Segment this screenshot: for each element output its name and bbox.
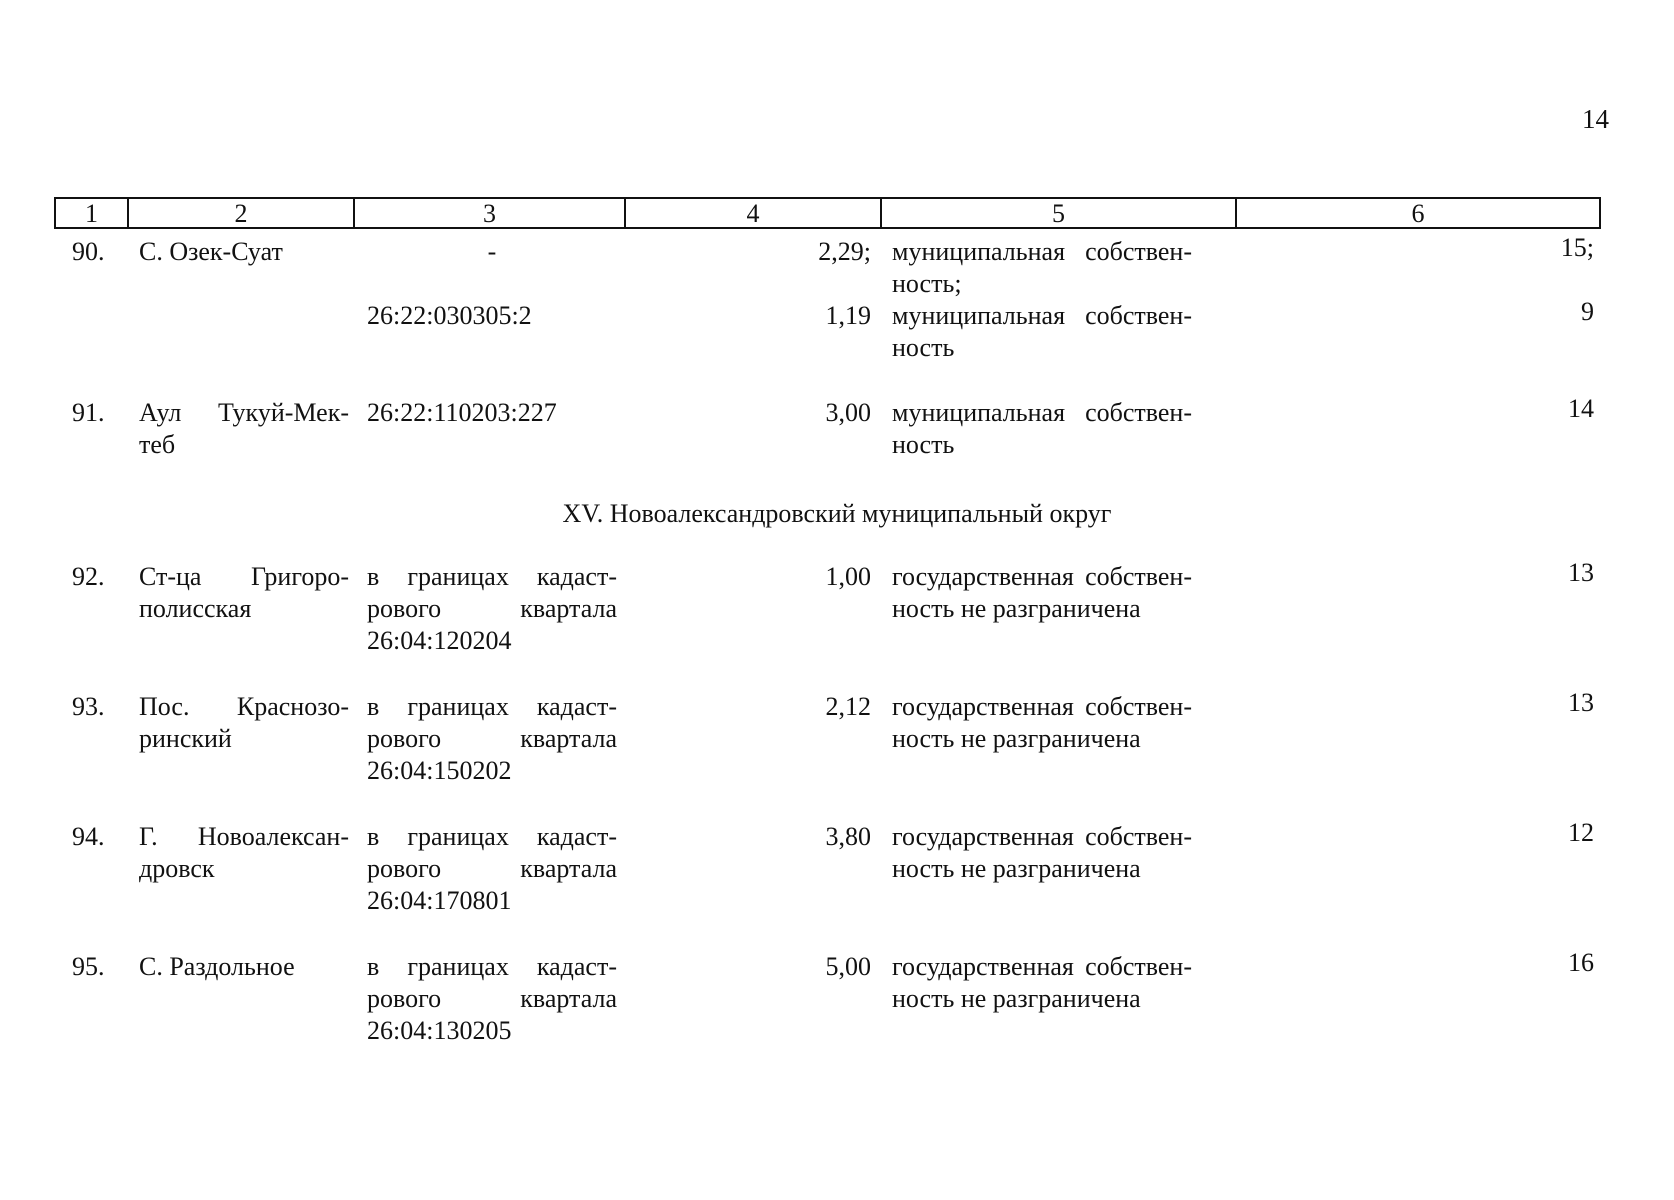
cadastral-number: в границах кадаст- рового квартала 26:04:150202 bbox=[367, 692, 617, 785]
column-header-3: 3 bbox=[355, 199, 626, 227]
ownership-type: муниципальная собствен- ность bbox=[892, 398, 1192, 459]
row-number: 95. bbox=[72, 952, 105, 981]
area-value: 1,19 bbox=[825, 301, 871, 330]
ownership-type: государственная собствен- ность не разграничена bbox=[892, 822, 1192, 883]
area-value: 1,00 bbox=[825, 562, 871, 591]
column-header-5: 5 bbox=[882, 199, 1237, 227]
column-6-value: 16 bbox=[1568, 948, 1594, 977]
section-title: XV. Новоалександровский муниципальный округ bbox=[562, 499, 1112, 528]
ownership-type: муниципальная собствен- ность; bbox=[892, 237, 1192, 298]
settlement-name: Ст-ца Григоро- полисская bbox=[139, 562, 349, 623]
area-value: 3,00 bbox=[825, 398, 871, 427]
cadastral-number: - bbox=[487, 237, 497, 266]
column-header-row bbox=[54, 197, 1601, 229]
cadastral-number: в границах кадаст- рового квартала 26:04:130205 bbox=[367, 952, 617, 1045]
column-6-value: 15; bbox=[1560, 233, 1594, 262]
area-value: 2,29; bbox=[818, 237, 871, 266]
row-number: 91. bbox=[72, 398, 105, 427]
cadastral-number: 26:22:030305:2 bbox=[367, 301, 532, 330]
cadastral-number: 26:22:110203:227 bbox=[367, 398, 557, 427]
area-value: 2,12 bbox=[825, 692, 871, 721]
settlement-name: С. Озек-Суат bbox=[139, 237, 283, 266]
cadastral-number: в границах кадаст- рового квартала 26:04:120204 bbox=[367, 562, 617, 655]
ownership-type: государственная собствен- ность не разграничена bbox=[892, 692, 1192, 753]
column-header-2: 2 bbox=[129, 199, 355, 227]
settlement-name: Аул Тукуй-Мек- теб bbox=[139, 398, 349, 459]
column-6-value: 12 bbox=[1568, 818, 1594, 847]
column-header-1: 1 bbox=[56, 199, 129, 227]
column-6-value: 9 bbox=[1581, 297, 1594, 326]
column-header-4: 4 bbox=[626, 199, 882, 227]
column-6-value: 13 bbox=[1568, 558, 1594, 587]
page-number: 14 bbox=[1582, 104, 1609, 134]
column-header-6: 6 bbox=[1411, 199, 1425, 228]
column-6-value: 13 bbox=[1568, 688, 1594, 717]
settlement-name: С. Раздольное bbox=[139, 952, 295, 981]
settlement-name: Г. Новоалексан- дровск bbox=[139, 822, 349, 883]
ownership-type: государственная собствен- ность не разграничена bbox=[892, 952, 1192, 1013]
ownership-type: государственная собствен- ность не разграничена bbox=[892, 562, 1192, 623]
area-value: 5,00 bbox=[825, 952, 871, 981]
column-6-value: 14 bbox=[1568, 394, 1594, 423]
row-number: 93. bbox=[72, 692, 105, 721]
row-number: 94. bbox=[72, 822, 105, 851]
row-number: 92. bbox=[72, 562, 105, 591]
row-number: 90. bbox=[72, 237, 105, 266]
ownership-type: муниципальная собствен- ность bbox=[892, 301, 1192, 362]
settlement-name: Пос. Краснозо- ринский bbox=[139, 692, 349, 753]
area-value: 3,80 bbox=[825, 822, 871, 851]
cadastral-number: в границах кадаст- рового квартала 26:04:170801 bbox=[367, 822, 617, 915]
